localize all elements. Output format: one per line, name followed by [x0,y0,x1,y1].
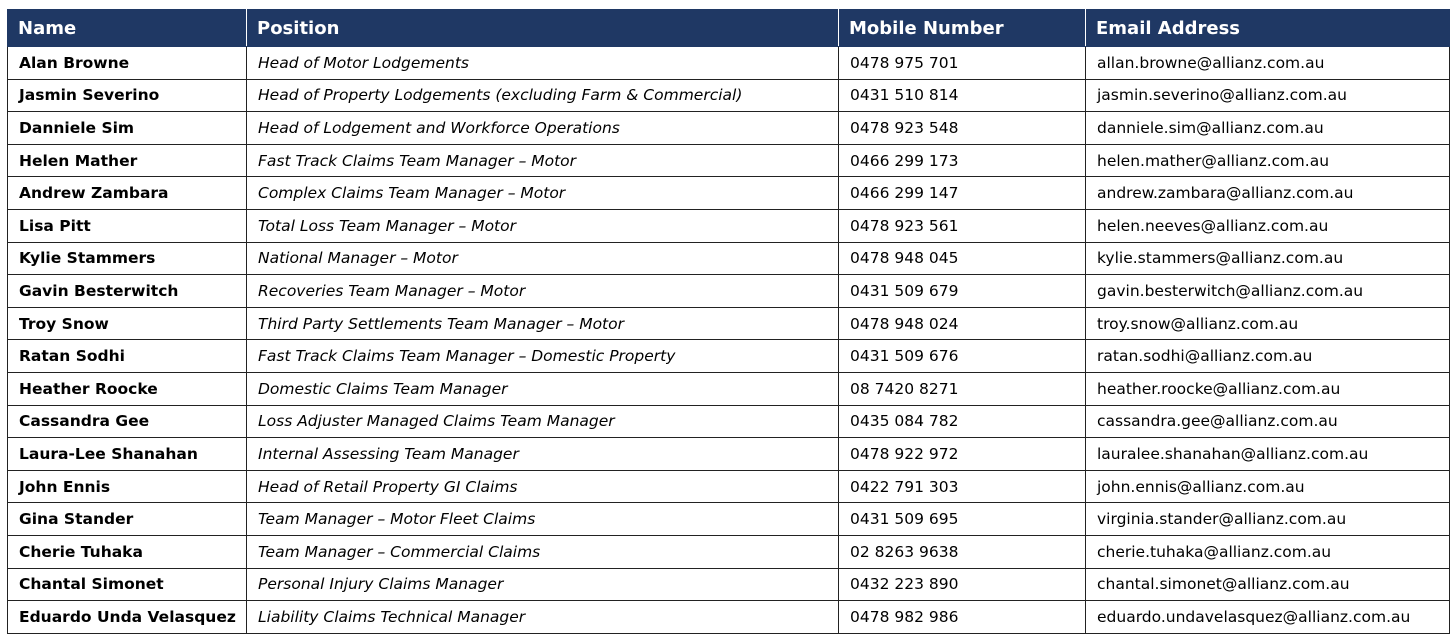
cell-position: Domestic Claims Team Manager [247,372,839,405]
cell-mobile: 0478 948 024 [839,307,1086,340]
cell-mobile: 0478 923 548 [839,112,1086,145]
table-row [8,568,1450,601]
cell-position: Complex Claims Team Manager – Motor [247,177,839,210]
cell-email: cassandra.gee@allianz.com.au [1086,405,1450,438]
cell-position: Total Loss Team Manager – Motor [247,209,839,242]
column-header-position: Position [247,10,839,47]
table-row [8,340,1450,373]
cell-position: Personal Injury Claims Manager [247,568,839,601]
table-row [8,535,1450,568]
cell-position: Liability Claims Technical Manager [247,601,839,634]
cell-name: Helen Mather [8,144,247,177]
table-row [8,209,1450,242]
cell-mobile: 0431 509 679 [839,275,1086,308]
cell-name: Chantal Simonet [8,568,247,601]
cell-position: Head of Lodgement and Workforce Operations [247,112,839,145]
cell-position: Team Manager – Motor Fleet Claims [247,503,839,536]
table-row [8,601,1450,634]
cell-mobile: 0435 084 782 [839,405,1086,438]
table-row [8,470,1450,503]
table-row [8,503,1450,536]
cell-mobile: 0431 509 695 [839,503,1086,536]
cell-mobile: 0478 948 045 [839,242,1086,275]
cell-email: cherie.tuhaka@allianz.com.au [1086,535,1450,568]
cell-email: kylie.stammers@allianz.com.au [1086,242,1450,275]
cell-mobile: 0478 922 972 [839,438,1086,471]
cell-position: National Manager – Motor [247,242,839,275]
cell-position: Head of Motor Lodgements [247,47,839,80]
table-row [8,47,1450,80]
cell-email: danniele.sim@allianz.com.au [1086,112,1450,145]
cell-name: Jasmin Severino [8,79,247,112]
header-row [8,10,1450,47]
table-body [8,47,1450,634]
cell-name: Ratan Sodhi [8,340,247,373]
cell-position: Head of Retail Property GI Claims [247,470,839,503]
cell-email: gavin.besterwitch@allianz.com.au [1086,275,1450,308]
cell-email: lauralee.shanahan@allianz.com.au [1086,438,1450,471]
table-row [8,79,1450,112]
cell-name: Troy Snow [8,307,247,340]
table-row [8,372,1450,405]
cell-name: Laura-Lee Shanahan [8,438,247,471]
cell-name: Eduardo Unda Velasquez [8,601,247,634]
cell-email: john.ennis@allianz.com.au [1086,470,1450,503]
cell-email: helen.mather@allianz.com.au [1086,144,1450,177]
cell-mobile: 0478 982 986 [839,601,1086,634]
cell-name: Cassandra Gee [8,405,247,438]
cell-name: Kylie Stammers [8,242,247,275]
cell-position: Internal Assessing Team Manager [247,438,839,471]
cell-mobile: 0478 975 701 [839,47,1086,80]
cell-position: Team Manager – Commercial Claims [247,535,839,568]
table-row [8,144,1450,177]
cell-mobile: 0431 510 814 [839,79,1086,112]
cell-position: Loss Adjuster Managed Claims Team Manager [247,405,839,438]
cell-name: Alan Browne [8,47,247,80]
cell-email: helen.neeves@allianz.com.au [1086,209,1450,242]
cell-mobile: 0478 923 561 [839,209,1086,242]
cell-email: allan.browne@allianz.com.au [1086,47,1450,80]
table-header [8,10,1450,47]
table-row [8,112,1450,145]
cell-email: ratan.sodhi@allianz.com.au [1086,340,1450,373]
cell-email: virginia.stander@allianz.com.au [1086,503,1450,536]
cell-name: Gina Stander [8,503,247,536]
table-row [8,307,1450,340]
cell-position: Fast Track Claims Team Manager – Motor [247,144,839,177]
cell-email: heather.roocke@allianz.com.au [1086,372,1450,405]
column-header-email-address: Email Address [1086,10,1450,47]
cell-mobile: 08 7420 8271 [839,372,1086,405]
table-row [8,275,1450,308]
table-row [8,405,1450,438]
cell-email: jasmin.severino@allianz.com.au [1086,79,1450,112]
cell-mobile: 0466 299 147 [839,177,1086,210]
cell-mobile: 0431 509 676 [839,340,1086,373]
cell-mobile: 0466 299 173 [839,144,1086,177]
cell-name: Cherie Tuhaka [8,535,247,568]
table-row [8,438,1450,471]
table-row [8,242,1450,275]
cell-position: Recoveries Team Manager – Motor [247,275,839,308]
cell-name: John Ennis [8,470,247,503]
table-row [8,177,1450,210]
cell-email: andrew.zambara@allianz.com.au [1086,177,1450,210]
cell-mobile: 02 8263 9638 [839,535,1086,568]
cell-position: Third Party Settlements Team Manager – Motor [247,307,839,340]
cell-email: chantal.simonet@allianz.com.au [1086,568,1450,601]
column-header-name: Name [8,10,247,47]
cell-position: Head of Property Lodgements (excluding Farm & Commercial) [247,79,839,112]
cell-email: troy.snow@allianz.com.au [1086,307,1450,340]
cell-mobile: 0432 223 890 [839,568,1086,601]
cell-mobile: 0422 791 303 [839,470,1086,503]
cell-name: Danniele Sim [8,112,247,145]
cell-name: Andrew Zambara [8,177,247,210]
cell-name: Lisa Pitt [8,209,247,242]
cell-position: Fast Track Claims Team Manager – Domestic Property [247,340,839,373]
cell-email: eduardo.undavelasquez@allianz.com.au [1086,601,1450,634]
contacts-table [7,9,1450,634]
column-header-mobile-number: Mobile Number [839,10,1086,47]
contacts-table-container [7,9,1449,634]
cell-name: Heather Roocke [8,372,247,405]
cell-name: Gavin Besterwitch [8,275,247,308]
